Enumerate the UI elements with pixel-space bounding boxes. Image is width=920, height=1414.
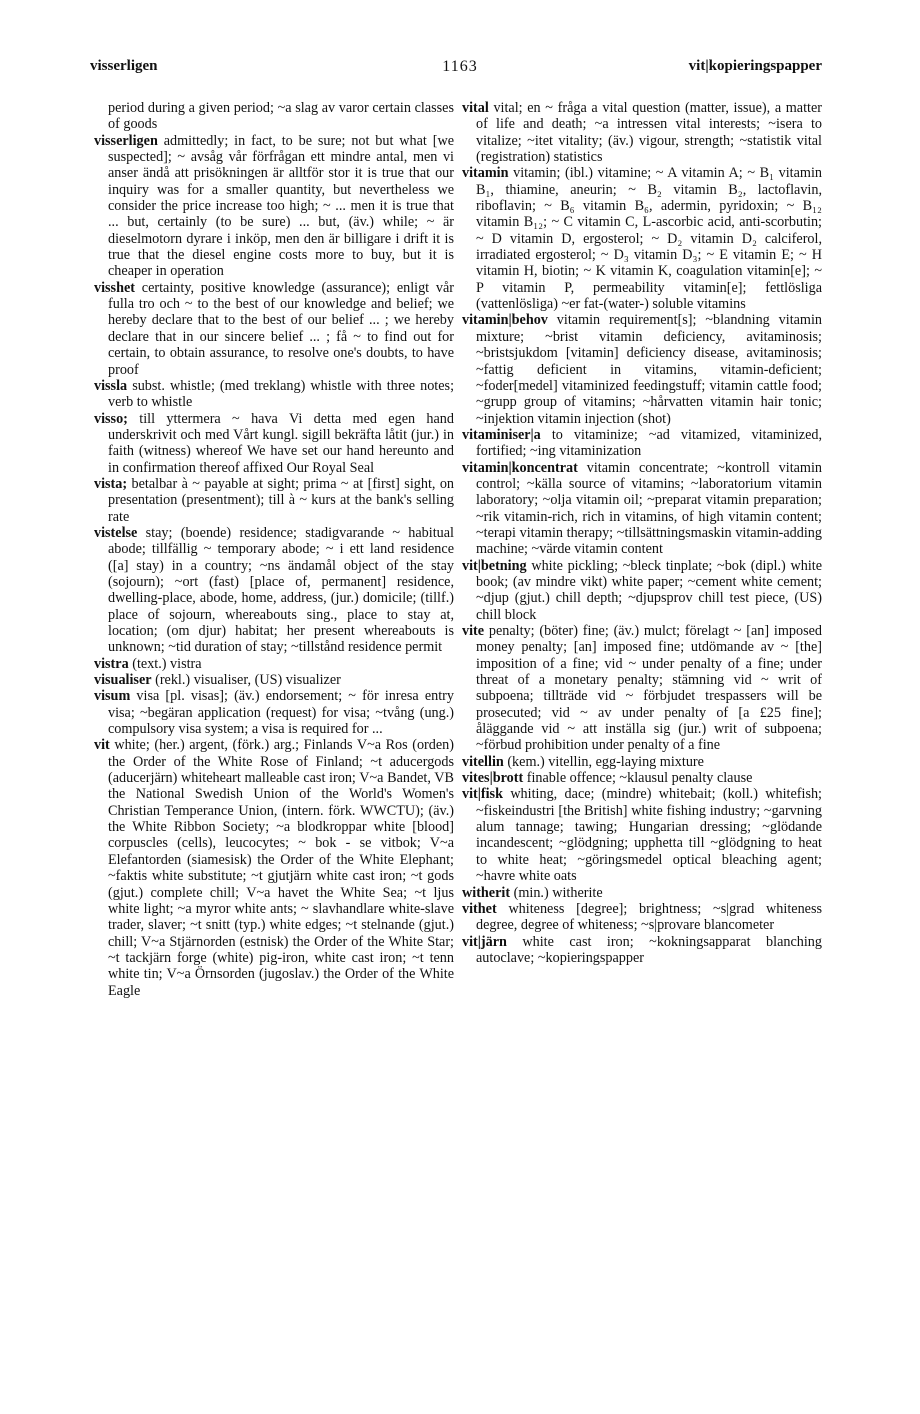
dictionary-entry xyxy=(462,558,822,623)
entry-text: whiting, dace; (mindre) whitebait; (koll.) whitefish; ~fiskeindustri [the British] white fishing industry; ~garvning alum tannage; tawing; Hungarian dressing; ~glödande incandescent; ~glödgning; upphetta till ~glödgning to heat to white heat; ~göringsmedel optical bleaching agent; ~havre white oats xyxy=(476,786,822,885)
entry-text: period during a given period; ~a slag av varor certain classes of goods xyxy=(108,100,454,133)
dictionary-entry xyxy=(462,885,822,901)
entry-text: penalty; (böter) fine; (äv.) mulct; förelagt ~ [an] imposed money penalty; [an] imposed fine; utdömande av ~ [the] imposition of a fine; vid ~ under penalty of a fine; under threat of a monetary penalty; stämning vid ~ writ of subpoena; tillträde vid ~ förbjudet trespassers will be prosecuted; vid ~ av under penalty of [a £25 fine]; åläggande vid ~ att inställa sig (jur.) writ of subpoena; ~förbud prohibition under penalty of a fine xyxy=(476,623,823,754)
dictionary-entry xyxy=(462,770,822,786)
dictionary-entry xyxy=(94,672,454,688)
entry-text: whiteness [degree]; brightness; ~s|grad whiteness degree, degree of whiteness; ~s|provare blancometer xyxy=(476,900,822,934)
entry-headword: vithet xyxy=(462,900,497,917)
dictionary-entry xyxy=(462,427,822,460)
entry-headword: vistra xyxy=(94,655,129,672)
entry-headword: vit|järn xyxy=(462,933,507,950)
entry-headword: vit|fisk xyxy=(462,786,503,803)
entry-headword: vitellin xyxy=(462,753,504,770)
dictionary-entry xyxy=(94,656,454,672)
dictionary-entry xyxy=(462,623,822,754)
entry-headword: visso; xyxy=(94,410,128,427)
dictionary-entry xyxy=(462,754,822,770)
entry-text: to vitaminize; ~ad vitamized, vitaminized, fortified; ~ing vitaminization xyxy=(476,426,823,460)
entry-headword: vitaminiser|a xyxy=(462,426,541,443)
entry-text: till yttermera ~ hava Vi detta med egen hand underskrivit och med Vårt kungl. sigill bekräfta låtit (jur.) in faith (witness) whereof We have set our hand hereunto and in confirmation thereof affixed Our Royal Seal xyxy=(108,410,454,476)
right-column xyxy=(462,100,822,966)
entry-text: finable offence; ~klausul penalty clause xyxy=(526,770,753,787)
entry-text: vital; en ~ fråga a vital question (matter, issue), a matter of life and death; ~a intressen vital interests; ~isera to vitalize; ~itet vitality; (äv.) vigour, strength; ~statistik vital (registration) statistics xyxy=(476,100,823,166)
entry-headword: vital xyxy=(462,100,489,116)
entry-text: stay; (boende) residence; stadigvarande ~ habitual abode; tillfällig ~ temporary abode; ~ i ett land residence ([a] stay) in a country; ~ns ändamål object of the stay (sojourn); ~ort (fast) [place of, permanent] residence, dwelling-place, abode, home, address, (jur.) domicile; (tillf.) place of sojourn, whereabouts sing., place to stay at, location; (om djur) habitat; her present whereabouts is unknown; ~tid duration of stay; ~tillstånd residence permit xyxy=(108,524,454,656)
dictionary-entry xyxy=(94,411,454,476)
dictionary-entry xyxy=(94,476,454,525)
entry-text: admittedly; in fact, to be sure; not but what [we suspected]; ~ avsåg vår förfrågan ett mindre antal, men vi anser ändå att prisökningen är alltför stor it is true that our inquiry was for a smaller quantity, but nevertheless we consider the price increase too high; ~ ... men it is true that ... but, certainly (to be sure) ... but, (äv.) while; ~ är dieselmotorn dyrare i inköp, men den är billigare i drift it is true that the diesel engine costs more to buy, but it is cheaper in operation xyxy=(108,132,454,280)
dictionary-entry xyxy=(462,786,822,884)
entry-headword: vistelse xyxy=(94,524,138,541)
entry-headword: vit|betning xyxy=(462,557,527,574)
entry-text: visa [pl. visas]; (äv.) endorsement; ~ för inresa entry visa; ~begäran application (request) for visa; ~tvång (ung.) compulsory visa system; a visa is required for ... xyxy=(108,688,455,738)
entry-headword: vitamin|behov xyxy=(462,312,548,329)
entry-text: (text.) vistra xyxy=(132,655,202,672)
entry-headword: vitamin|koncentrat xyxy=(462,459,578,476)
dictionary-entry xyxy=(94,100,454,133)
entry-text: (min.) witherite xyxy=(513,884,603,901)
page-number: 1163 xyxy=(442,58,478,75)
entry-headword: visum xyxy=(94,688,131,705)
running-head-right: vit|kopieringspapper xyxy=(688,58,822,74)
entry-headword: vissla xyxy=(94,377,128,394)
entry-headword: visserligen xyxy=(94,132,158,149)
dictionary-entry xyxy=(94,737,454,999)
entry-headword: vites|brott xyxy=(462,770,524,787)
dictionary-entry xyxy=(462,901,822,934)
dictionary-entry xyxy=(94,378,454,411)
dictionary-entry xyxy=(462,100,822,165)
entry-text: white pickling; ~bleck tinplate; ~bok (dipl.) white book; (av mindre vikt) white paper; ~cement white cement; ~djup (gjut.) chill depth; ~djupsprov chill test piece, (US) chill block xyxy=(476,557,822,623)
entry-text: (rekl.) visualiser, (US) visualizer xyxy=(155,672,341,689)
entry-headword: witherit xyxy=(462,884,511,901)
dictionary-entry xyxy=(94,280,454,378)
entry-text: subst. whistle; (med treklang) whistle with three notes; verb to whistle xyxy=(108,377,455,411)
entry-headword: visshet xyxy=(94,279,135,296)
running-head-left: visserligen xyxy=(90,58,158,74)
dictionary-entry xyxy=(94,525,454,656)
entry-headword: vista; xyxy=(94,475,128,492)
entry-headword: vitamin xyxy=(462,165,509,182)
entry-text: white cast iron; ~kokningsapparat blanching autoclave; ~kopieringspapper xyxy=(476,933,822,966)
entry-headword: vit xyxy=(94,737,110,754)
entry-headword: vite xyxy=(462,623,485,639)
entry-text: certainty, positive knowledge (assurance); enligt vår fulla tro och ~ to the best of our knowledge and belief; we hereby declare that to the best of our belief ... ; we hereby declare that in our sincere belief ... ; få ~ to find out for certain, to obtain assurance, to resolve one's doubts, to have proof xyxy=(108,279,455,378)
entry-text: vitamin requirement[s]; ~blandning vitamin mixture; ~brist vitamin deficiency, avitaminosis; ~bristsjukdom [vitamin] deficiency disease, avitaminosis; ~fattig deficient in vitamins, vitamin-deficient; ~foder[medel] vitaminized feedingstuff; vitamin cattle food; ~grupp group of vitamins; ~hårvatten vitamin hair tonic; ~injektion vitamin injection (shot) xyxy=(476,312,823,427)
entry-text: white; (her.) argent, (förk.) arg.; Finlands V~a Ros (orden) the Order of the White Rose of Finland; ~t aducergods (aducerjärn) whiteheart malleable cast iron; V~a Bandet, VB the National Swedish Union of the World's Women's Christian Temperance Union, (intern. förk. WWCTU); (äv.) the White Ribbon Society; ~a blodkroppar white [blood] corpuscles (cells), leucocytes; ~ bok - se vitbok; V~a Elefantorden (siamesisk) the Order of the White Elephant; ~faktis white substitute; ~t gjutjärn white cast iron; ~t gods (gjut.) complete chill; V~a havet the White Sea; ~t ljus white light; ~a myror white ants; ~ slavhandlare white-slave trader, slaver; ~t snitt (typ.) white edges; ~t stelnande (gjut.) chill; V~a Stjärnorden (estnisk) the Order of the White Star; ~t tackjärn forge (white) pig-iron, white cast iron; ~t tenn white tin; V~a Örnsorden (jugoslav.) the Order of the White Eagle xyxy=(108,737,454,999)
dictionary-entry xyxy=(462,165,822,312)
entry-text: vitamin concentrate; ~kontroll vitamin control; ~källa source of vitamins; ~laboratorium vitamin laboratory; ~olja vitamin oil; ~preparat vitamin preparation; ~rik vitamin-rich, rich in vitamins, of high vitamin content; ~terapi vitamin therapy; ~tillsättningsmaskin vitamin-adding machine; ~värde vitamin content xyxy=(476,459,822,558)
dictionary-entry xyxy=(462,460,822,558)
entry-text: betalbar à ~ payable at sight; prima ~ at [first] sight, on presentation (presentment); till à ~ kurs at the bank's selling rate xyxy=(108,475,455,525)
left-column xyxy=(94,100,454,999)
dictionary-entry xyxy=(94,688,454,737)
dictionary-entry xyxy=(462,312,822,426)
entry-text: vitamin; (ibl.) vitamine; ~ A vitamin A; ~ B₁ vitamin B₁, thiamine, aneurin; ~ B₂ vitamin B₂, lactoflavin, riboflavin; ~ B₆ vitamin B₆, adermin, pyridoxin; ~ B₁₂ vitamin B₁₂; ~ C vitamin C, L-ascorbic acid, anti-scorbutin; ~ D vitamin D, ergosterol; ~ D₂ vitamin D₂ calciferol, irradiated ergosterol; ~ D₃ vitamin D₃; ~ E vitamin E; ~ H vitamin H, biotin; ~ K vitamin K, coagulation vitamin[e]; ~ P vitamin P, permeability vitamin[e]; fettlösliga (vattenlösliga) ~er fat-(water-) soluble vitamins xyxy=(476,165,822,313)
dictionary-entry xyxy=(94,133,454,280)
entry-text: (kem.) vitellin, egg-laying mixture xyxy=(507,753,704,770)
dictionary-entry xyxy=(462,934,822,967)
entry-headword: visualiser xyxy=(94,672,152,689)
